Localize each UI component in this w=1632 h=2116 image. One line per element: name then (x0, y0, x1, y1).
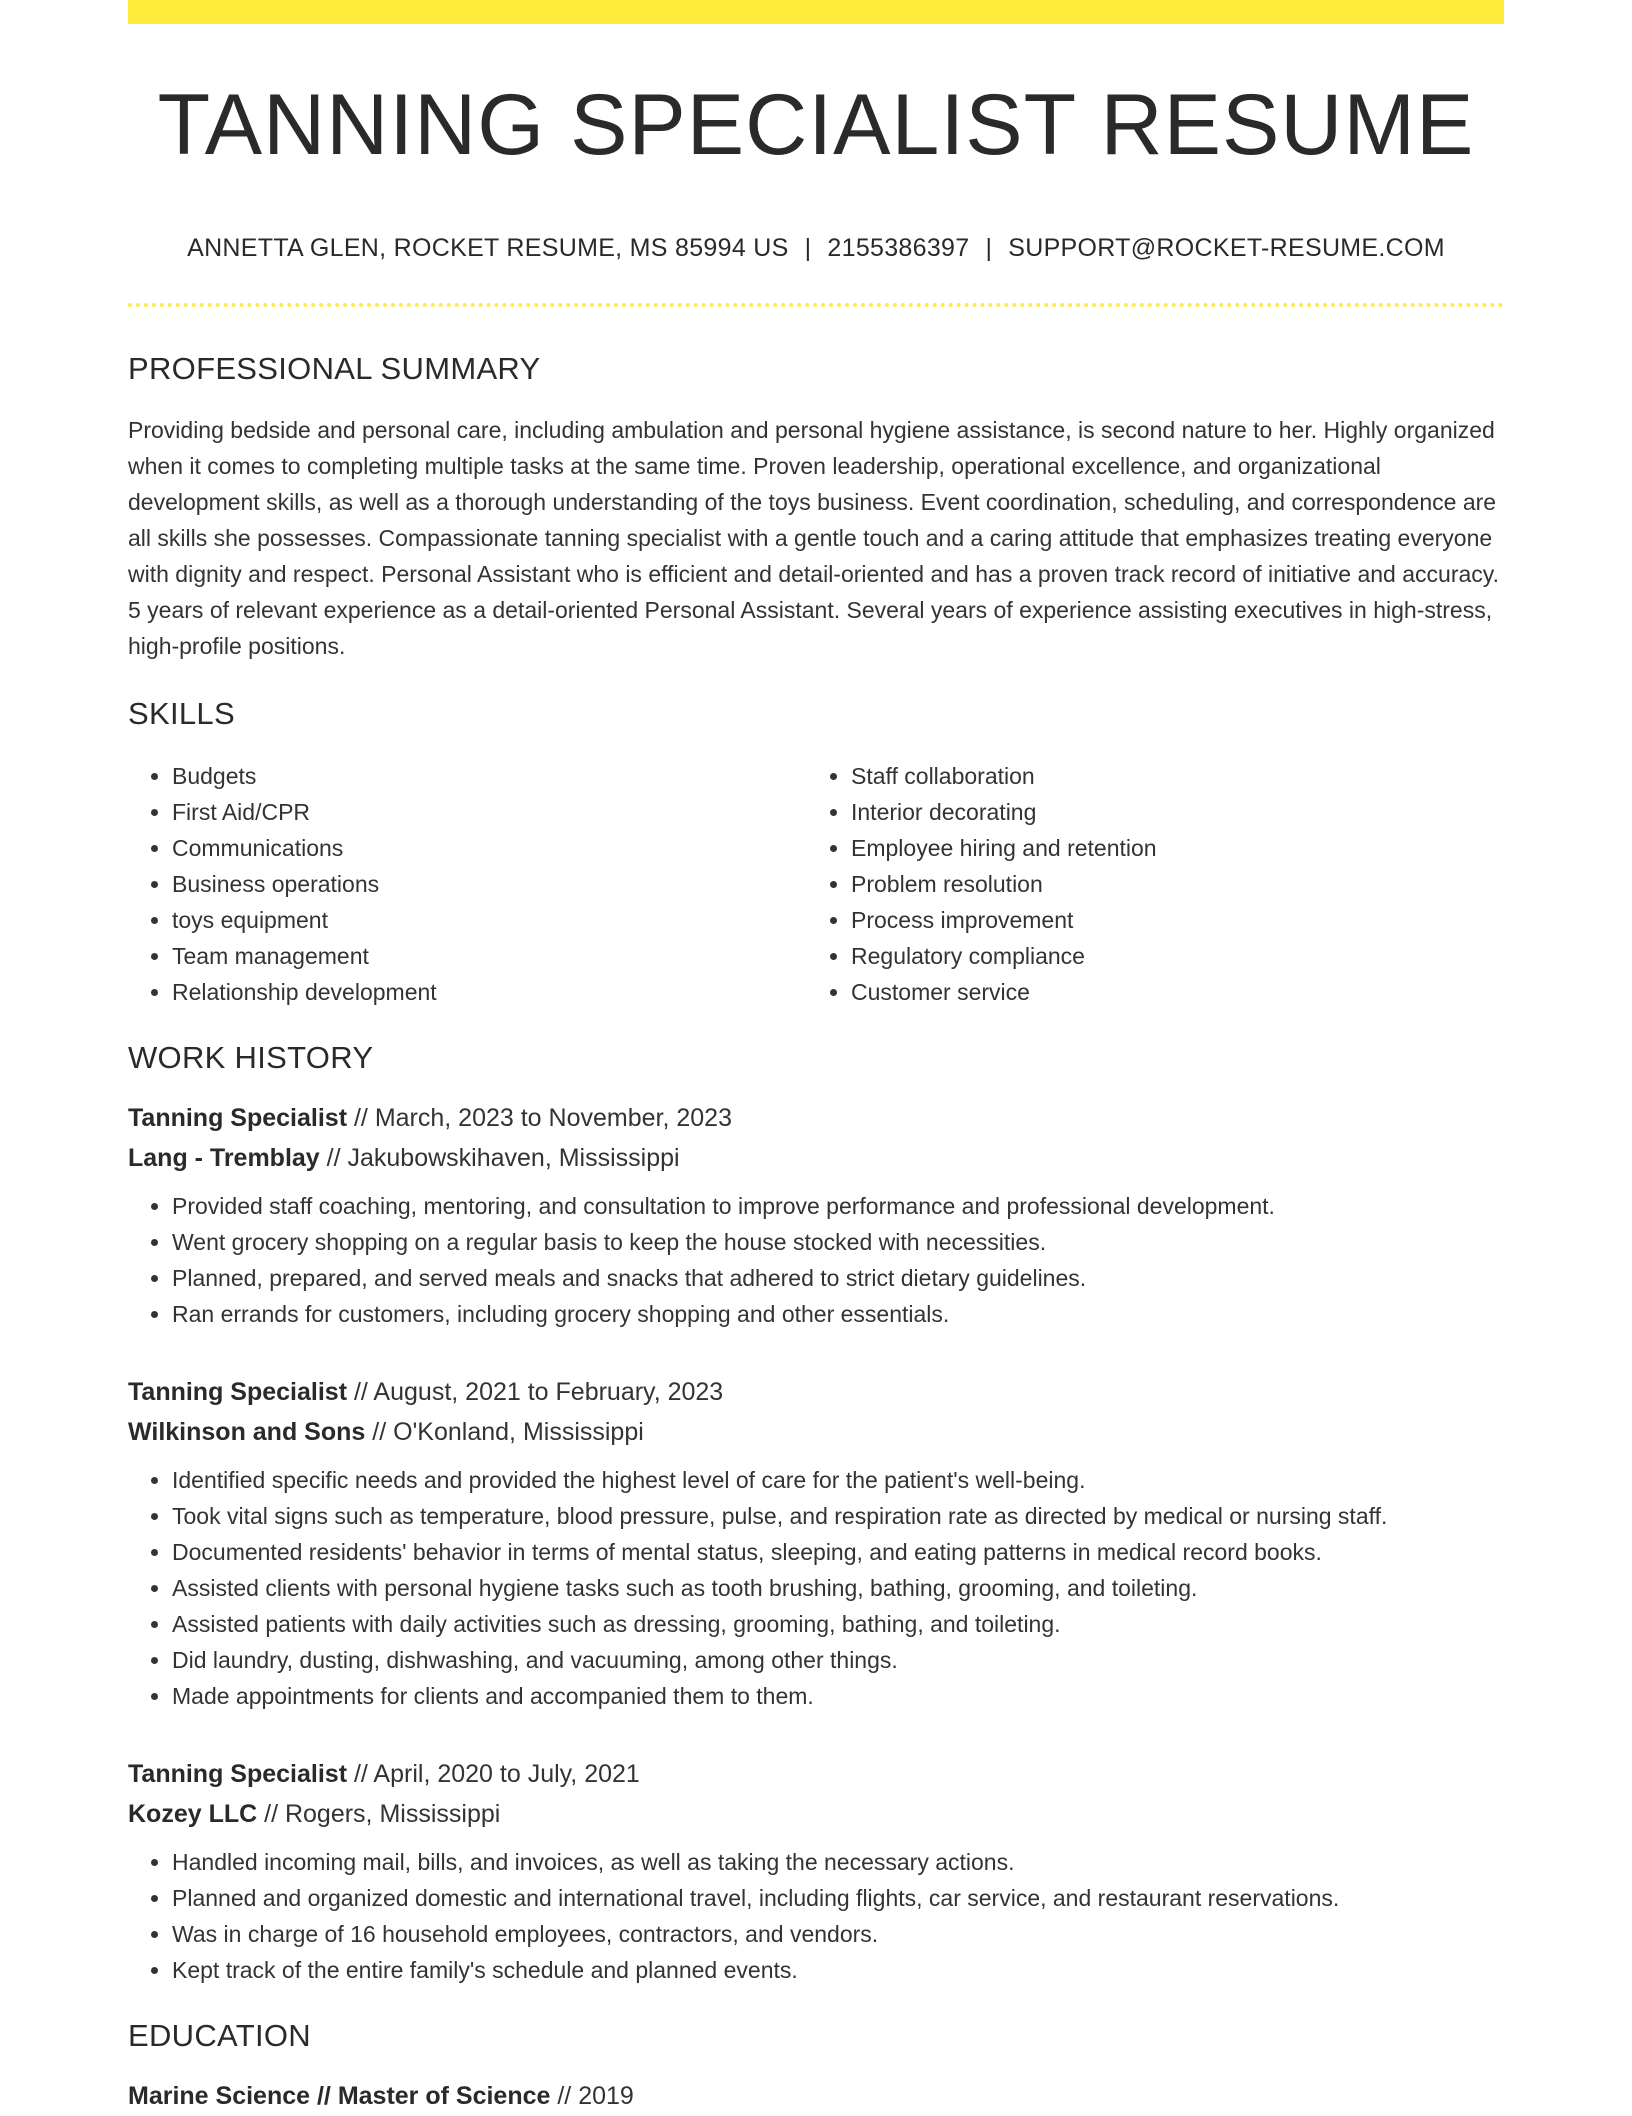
skill-item: • Communications (172, 830, 807, 866)
job-bullet: • Made appointments for clients and accompanied them to them. (172, 1678, 1504, 1714)
resume-title: TANNING SPECIALIST RESUME (157, 77, 1475, 173)
job-bullet: • Ran errands for customers, including grocery shopping and other essentials. (172, 1296, 1504, 1332)
education-entry (128, 2076, 1504, 2116)
job-location: // Rogers, Mississippi (257, 1800, 501, 1828)
job-title: Tanning Specialist (128, 1760, 348, 1788)
job-bullet: • Assisted patients with daily activities such as dressing, grooming, bathing, and toileting. (172, 1606, 1504, 1642)
job-bullet: • Was in charge of 16 household employees, contractors, and vendors. (172, 1916, 1504, 1952)
job-location: // Jakubowskihaven, Mississippi (319, 1144, 680, 1172)
job-bullets (128, 1188, 1504, 1332)
education-degree: Marine Science // Master of Science (128, 2082, 551, 2110)
job-bullet: • Provided staff coaching, mentoring, and consultation to improve performance and professional development. (172, 1188, 1504, 1224)
job-entry (128, 1098, 1504, 1332)
skill-item: • Process improvement (851, 902, 1486, 938)
job-title-line (128, 1098, 1504, 1138)
job-dates: // April, 2020 to July, 2021 (347, 1760, 640, 1788)
job-bullets (128, 1844, 1504, 1988)
skill-item: • Staff collaboration (851, 758, 1486, 794)
job-bullets (128, 1462, 1504, 1714)
job-company-line (128, 1794, 1504, 1834)
job-company: Lang - Tremblay (128, 1144, 320, 1172)
job-bullet: • Assisted clients with personal hygiene tasks such as tooth brushing, bathing, grooming, and toileting. (172, 1570, 1504, 1606)
job-entry (128, 1754, 1504, 1988)
job-bullet: • Identified specific needs and provided the highest level of care for the patient's well-being. (172, 1462, 1504, 1498)
job-entry (128, 1372, 1504, 1714)
job-bullet: • Kept track of the entire family's schedule and planned events. (172, 1952, 1504, 1988)
job-company-line (128, 1138, 1504, 1178)
summary-heading: PROFESSIONAL SUMMARY (128, 351, 541, 386)
job-location: // O'Konland, Mississippi (365, 1418, 644, 1446)
education-heading: EDUCATION (128, 2018, 311, 2053)
job-bullet: • Handled incoming mail, bills, and invoices, as well as taking the necessary actions. (172, 1844, 1504, 1880)
skills-left-list (128, 758, 807, 1010)
job-company: Kozey LLC (128, 1800, 258, 1828)
contact-phone: 2155386397 (827, 234, 970, 262)
job-bullet: • Took vital signs such as temperature, blood pressure, pulse, and respiration rate as directed by medical or nursing staff. (172, 1498, 1504, 1534)
skill-item: • toys equipment (172, 902, 807, 938)
job-bullet: • Went grocery shopping on a regular basis to keep the house stocked with necessities. (172, 1224, 1504, 1260)
accent-top-bar (128, 0, 1504, 24)
contact-separator: | (804, 234, 812, 262)
skill-item: • Problem resolution (851, 866, 1486, 902)
skill-item: • Business operations (172, 866, 807, 902)
skills-columns (128, 758, 1504, 1010)
skills-right-list (807, 758, 1486, 1010)
job-bullet: • Documented residents' behavior in terms of mental status, sleeping, and eating patterns in medical record books. (172, 1534, 1504, 1570)
job-dates: // March, 2023 to November, 2023 (347, 1104, 732, 1132)
skill-item: • Regulatory compliance (851, 938, 1486, 974)
contact-separator: | (985, 234, 993, 262)
summary-text: Providing bedside and personal care, including ambulation and personal hygiene assistance, is second nature to her. Highly organized when it comes to completing multiple tasks at the same time. Proven leadership, operational excellence, and organizational development skills, as well as a thorough understanding of the toys business. Event coordination, scheduling, and correspondence are all skills she possesses. Compassionate tanning specialist with a gentle touch and a caring attitude that emphasizes treating everyone with dignity and respect. Personal Assistant who is efficient and detail-oriented and has a proven track record of initiative and accuracy. 5 years of relevant experience as a detail-oriented Personal Assistant. Several years of experience assisting executives in high-stress, high-profile positions. (128, 417, 1499, 659)
job-bullet: • Planned and organized domestic and international travel, including flights, car service, and restaurant reservations. (172, 1880, 1504, 1916)
job-title: Tanning Specialist (128, 1378, 348, 1406)
contact-address: ANNETTA GLEN, ROCKET RESUME, MS 85994 US (187, 234, 789, 262)
job-dates: // August, 2021 to February, 2023 (347, 1378, 724, 1406)
skill-item: • First Aid/CPR (172, 794, 807, 830)
skill-item: • Relationship development (172, 974, 807, 1010)
resume-page (128, 0, 1504, 2116)
contact-email: SUPPORT@ROCKET-RESUME.COM (1008, 234, 1445, 262)
skill-item: • Team management (172, 938, 807, 974)
job-title-line (128, 1372, 1504, 1412)
skill-item: • Customer service (851, 974, 1486, 1010)
contact-line (128, 234, 1504, 263)
education-year: // 2019 (550, 2082, 634, 2110)
skill-item: • Interior decorating (851, 794, 1486, 830)
skill-item: • Budgets (172, 758, 807, 794)
job-title: Tanning Specialist (128, 1104, 348, 1132)
job-title-line (128, 1754, 1504, 1794)
skill-item: • Employee hiring and retention (851, 830, 1486, 866)
work-history-heading: WORK HISTORY (128, 1040, 374, 1075)
skills-heading: SKILLS (128, 696, 235, 731)
dotted-divider (128, 303, 1504, 307)
job-bullet: • Planned, prepared, and served meals and snacks that adhered to strict dietary guidelines. (172, 1260, 1504, 1296)
job-bullet: • Did laundry, dusting, dishwashing, and vacuuming, among other things. (172, 1642, 1504, 1678)
job-company: Wilkinson and Sons (128, 1418, 366, 1446)
job-company-line (128, 1412, 1504, 1452)
